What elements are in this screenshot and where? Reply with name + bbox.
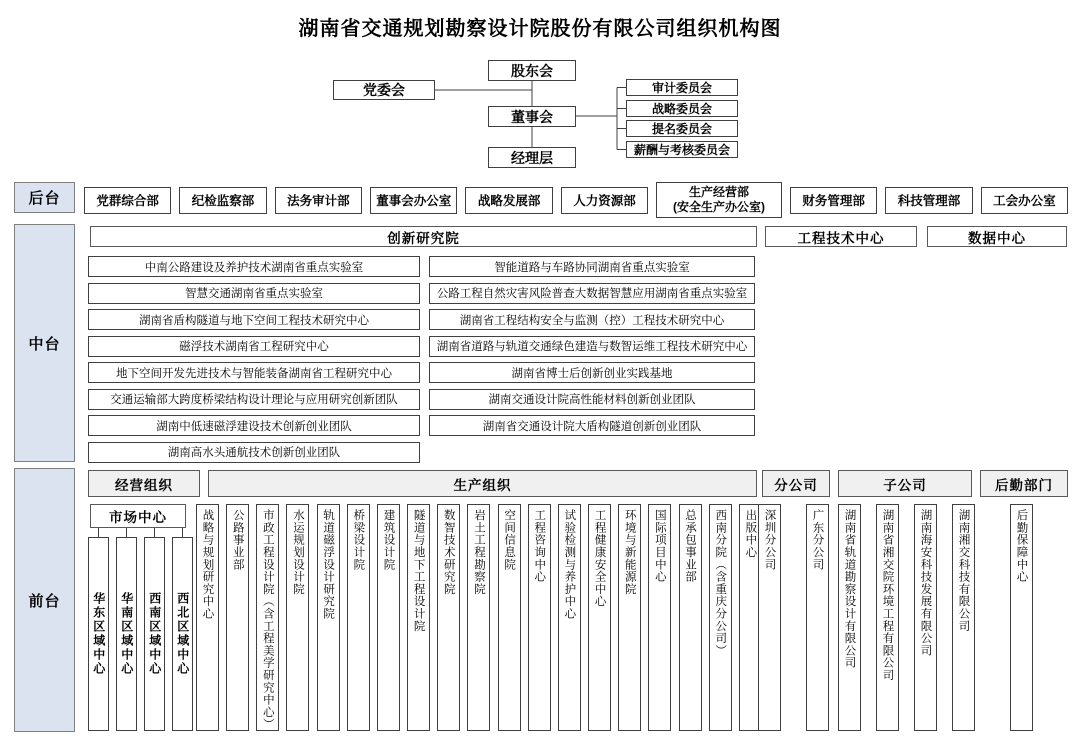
subsidiary-company-column: 湖南湘交科技有限公司 <box>952 504 975 731</box>
production-unit-column: 西南分院（含重庆分公司） <box>709 504 732 731</box>
regional-center-column: 华东区域中心 <box>88 537 109 731</box>
department-box: 纪检监察部 <box>179 187 266 214</box>
regional-center-column: 西南区域中心 <box>144 537 165 731</box>
department-label: 生产经营部 <box>689 185 750 199</box>
department-box: 财务管理部 <box>790 187 877 214</box>
subsidiary-company-column: 湖南海安科技发展有限公司 <box>914 504 937 731</box>
strategy-committee-box: 战略委员会 <box>626 100 738 117</box>
practice-base-box: 湖南省博士后创新创业实践基地 <box>429 362 755 383</box>
production-unit-column: 试验检测与养护中心 <box>558 504 581 731</box>
research-center-box: 磁浮技术湖南省工程研究中心 <box>88 336 420 357</box>
party-committee-box: 党委会 <box>333 80 435 100</box>
production-unit-column: 隧道与地下工程设计院 <box>407 504 430 731</box>
production-unit-column: 水运规划设计院 <box>286 504 309 731</box>
data-center-header: 数据中心 <box>927 226 1067 247</box>
connector-stub <box>126 528 127 537</box>
department-box: 科技管理部 <box>885 187 972 214</box>
subsidiaries-header: 子公司 <box>838 470 972 497</box>
production-unit-column: 出版中心 <box>739 504 762 731</box>
department-box: 董事会办公室 <box>370 187 457 214</box>
production-unit-column: 总承包事业部 <box>679 504 702 731</box>
innovation-team-box: 湖南中低速磁浮建设技术创新创业团队 <box>88 415 420 436</box>
engineering-tech-center-header: 工程技术中心 <box>765 226 917 247</box>
department-box-production-operations <box>656 182 782 218</box>
lab-box: 智能道路与车路协同湖南省重点实验室 <box>429 256 755 277</box>
page-title: 湖南省交通规划勘察设计院股份有限公司组织机构图 <box>298 18 782 40</box>
production-unit-column: 战略与规划研究中心 <box>196 504 219 731</box>
market-center-box: 市场中心 <box>90 504 186 528</box>
management-level-box: 经理层 <box>488 147 576 168</box>
production-unit-column: 数智技术研究院 <box>437 504 460 731</box>
subsidiary-company-column: 湖南省湘交院环境工程有限公司 <box>876 504 899 731</box>
production-unit-column: 工程健康安全中心 <box>588 504 611 731</box>
shareholders-meeting-box: 股东会 <box>488 60 576 81</box>
connector-stub <box>98 528 99 537</box>
research-center-box: 湖南省工程结构安全与监测（控）工程技术研究中心 <box>429 309 755 330</box>
production-unit-column: 环境与新能源院 <box>618 504 641 731</box>
department-box: 人力资源部 <box>561 187 648 214</box>
innovation-team-box: 湖南高水头通航技术创新创业团队 <box>88 442 420 463</box>
lab-box: 中南公路建设及养护技术湖南省重点实验室 <box>88 256 420 277</box>
production-unit-column: 市政工程设计院（含工程美学研究中心） <box>256 504 279 731</box>
production-unit-column: 国际项目中心 <box>648 504 671 731</box>
logistics-header: 后勤部门 <box>980 470 1068 497</box>
regional-centers-row <box>88 537 193 731</box>
department-sublabel: (安全生产办公室) <box>673 200 766 214</box>
band-label-front-office: 前台 <box>14 468 75 732</box>
logistics-support-center-column: 后勤保障中心 <box>1010 504 1033 731</box>
board-of-directors-box: 董事会 <box>488 106 576 127</box>
lab-box: 智慧交通湖南省重点实验室 <box>88 283 420 304</box>
regional-center-column: 华南区域中心 <box>116 537 137 731</box>
research-center-box: 地下空间开发先进技术与智能装备湖南省工程研究中心 <box>88 362 420 383</box>
remuneration-committee-box: 薪酬与考核委员会 <box>626 141 738 158</box>
connector-stub <box>182 528 183 537</box>
regional-center-column: 西北区域中心 <box>172 537 193 731</box>
subsidiary-company-column: 湖南省轨道勘察设计有限公司 <box>838 504 861 731</box>
lab-box: 公路工程自然灾害风险普查大数据智慧应用湖南省重点实验室 <box>429 283 755 304</box>
back-office-department-row <box>84 182 1068 218</box>
production-unit-column: 轨道磁浮设计研究院 <box>317 504 340 731</box>
research-center-box: 湖南省盾构隧道与地下空间工程技术研究中心 <box>88 309 420 330</box>
innovation-team-box: 湖南交通设计院高性能材料创新创业团队 <box>429 389 755 410</box>
branches-header: 分公司 <box>762 470 830 497</box>
research-center-box: 湖南省道路与轨道交通绿色建造与数智运维工程技术研究中心 <box>429 336 755 357</box>
audit-committee-box: 审计委员会 <box>626 79 738 96</box>
department-box: 党群综合部 <box>84 187 171 214</box>
connector-stub <box>154 528 155 537</box>
production-unit-column: 工程咨询中心 <box>528 504 551 731</box>
production-unit-column: 桥梁设计院 <box>347 504 370 731</box>
production-units-row <box>196 504 762 731</box>
branch-company-column: 广东分公司 <box>806 504 829 731</box>
middle-office-right-list <box>429 256 755 436</box>
band-label-back-office: 后台 <box>14 182 75 213</box>
production-unit-column: 岩土工程勘察院 <box>467 504 490 731</box>
middle-office-left-list <box>88 256 420 463</box>
department-box: 工会办公室 <box>981 187 1068 214</box>
innovation-team-box: 交通运输部大跨度桥梁结构设计理论与应用研究创新团队 <box>88 389 420 410</box>
department-box: 战略发展部 <box>465 187 552 214</box>
business-org-header: 经营组织 <box>88 470 200 497</box>
band-label-middle-office: 中台 <box>14 224 75 462</box>
nomination-committee-box: 提名委员会 <box>626 120 738 137</box>
innovation-institute-header: 创新研究院 <box>90 226 757 247</box>
production-unit-column: 公路事业部 <box>226 504 249 731</box>
branch-company-column: 深圳分公司 <box>758 504 781 731</box>
innovation-team-box: 湖南省交通设计院大盾构隧道创新创业团队 <box>429 415 755 436</box>
department-box: 法务审计部 <box>275 187 362 214</box>
production-org-header: 生产组织 <box>208 470 757 497</box>
production-unit-column: 空间信息院 <box>498 504 521 731</box>
production-unit-column: 建筑设计院 <box>377 504 400 731</box>
